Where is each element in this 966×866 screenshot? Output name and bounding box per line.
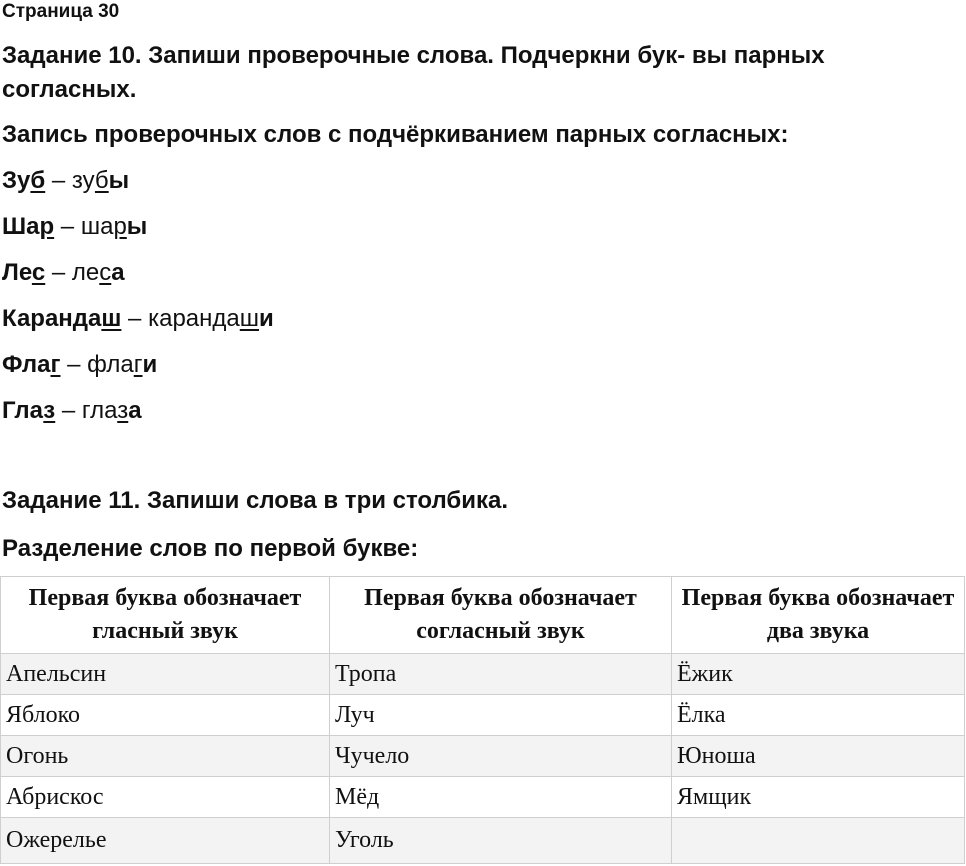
table-cell xyxy=(672,818,965,864)
check-word-consonant: р xyxy=(113,213,127,240)
table-cell: Ёжик xyxy=(672,654,965,695)
column-header-two-sounds: Первая буква обозначает два звука xyxy=(672,577,965,654)
word-pair xyxy=(2,212,147,242)
check-word-consonant: с xyxy=(99,259,112,286)
word-base-consonant: б xyxy=(30,167,46,194)
task11-heading: Задание 11. Запиши слова в три столбика. xyxy=(2,487,509,514)
table-cell: Тропа xyxy=(330,654,672,695)
word-base-consonant: с xyxy=(31,259,46,286)
dash: – xyxy=(55,397,82,424)
word-base: Гла xyxy=(2,397,44,424)
word-base: Зу xyxy=(2,167,31,194)
table-cell: Юноша xyxy=(672,736,965,777)
word-base-consonant: р xyxy=(39,213,55,240)
check-word: фла xyxy=(87,351,134,378)
word-pair xyxy=(2,258,125,288)
word-pair xyxy=(2,304,274,334)
check-word-consonant: г xyxy=(133,351,143,378)
check-word: зу xyxy=(71,167,95,194)
table-cell: Мёд xyxy=(330,777,672,818)
check-word-consonant: ш xyxy=(239,305,260,332)
table-cell: Луч xyxy=(330,695,672,736)
check-word-ending: и xyxy=(259,305,274,332)
dash: – xyxy=(54,213,81,240)
word-base-consonant: г xyxy=(50,351,61,378)
check-word-ending: ы xyxy=(108,167,130,194)
column-header-vowel: Первая буква обозначает гласный звук xyxy=(1,577,330,654)
table-row xyxy=(1,654,965,695)
dash: – xyxy=(45,167,72,194)
table-cell: Огонь xyxy=(1,736,330,777)
page-label: Страница 30 xyxy=(2,1,120,22)
check-word: ша xyxy=(80,213,114,240)
word-base: Фла xyxy=(2,351,51,378)
table-cell: Уголь xyxy=(330,818,672,864)
check-word-ending: ы xyxy=(126,213,148,240)
dash: – xyxy=(121,305,149,332)
word-base: Ша xyxy=(2,213,40,240)
table-cell: Ямщик xyxy=(672,777,965,818)
check-word: гла xyxy=(81,397,118,424)
table-cell: Апельсин xyxy=(1,654,330,695)
task10-heading: Задание 10. Запиши проверочные слова. Подчеркни бук- вы парных согласных. xyxy=(2,42,825,103)
check-word-ending: а xyxy=(128,397,142,424)
word-pair xyxy=(2,350,157,380)
word-base-consonant: з xyxy=(43,397,56,424)
table-cell: Чучело xyxy=(330,736,672,777)
task10-subheading: Запись проверочных слов с подчёркиванием парных согласных: xyxy=(2,121,789,148)
word-pair xyxy=(2,166,129,196)
check-word-consonant: б xyxy=(94,167,109,194)
table-row xyxy=(1,736,965,777)
table-row xyxy=(1,777,965,818)
check-word: каранда xyxy=(148,305,240,332)
check-word-ending: и xyxy=(142,351,158,378)
check-word-consonant: з xyxy=(117,397,129,424)
dash: – xyxy=(45,259,72,286)
word-base: Каранда xyxy=(2,305,102,332)
word-base: Ле xyxy=(2,259,32,286)
table-cell: Ёлка xyxy=(672,695,965,736)
column-header-consonant: Первая буква обозначает согласный звук xyxy=(330,577,672,654)
table-cell: Ожерелье xyxy=(1,818,330,864)
table-cell: Яблоко xyxy=(1,695,330,736)
table-row xyxy=(1,695,965,736)
table-cell: Абрискос xyxy=(1,777,330,818)
table-row xyxy=(1,818,965,864)
letter-sound-table xyxy=(0,576,965,864)
check-word-ending: а xyxy=(111,259,125,286)
table-header-row xyxy=(1,577,965,654)
task11-subheading: Разделение слов по первой букве: xyxy=(2,535,419,562)
word-pair xyxy=(2,396,142,426)
check-word: ле xyxy=(71,259,100,286)
dash: – xyxy=(60,351,88,378)
word-base-consonant: ш xyxy=(101,305,122,332)
